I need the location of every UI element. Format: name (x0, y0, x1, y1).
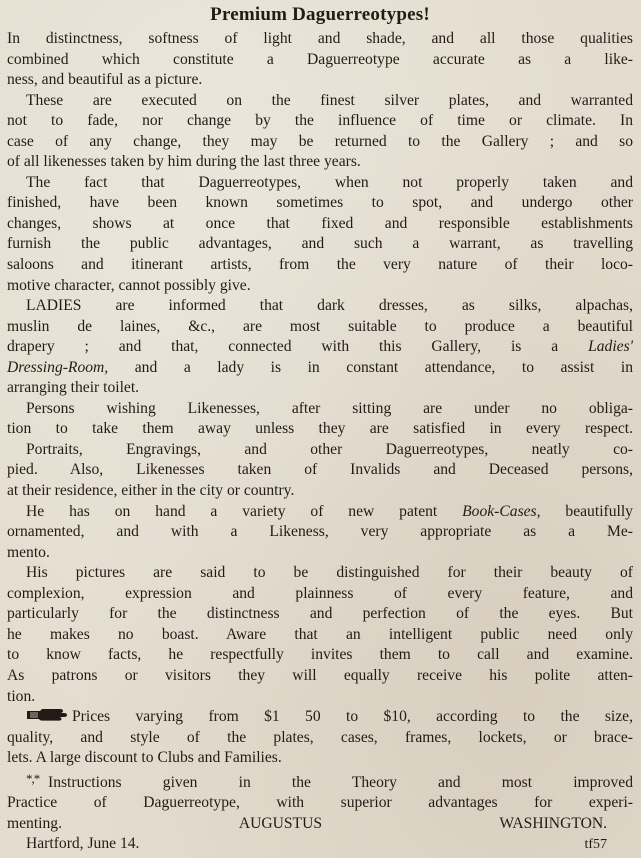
text-line: he makes no boast. Aware that an intelligent public need only (7, 625, 633, 643)
text-line (7, 769, 633, 794)
text-line: Practice of Daguerreotype, with superior advantages for experi- (7, 794, 633, 812)
text-line: finished, have been known sometimes to spot, and undergo other (7, 194, 633, 212)
text-line: particularly for the distinctness and perfection of the eyes. But (7, 605, 633, 623)
text-line: combined which constitute a Daguerreotype accurate as a like- (7, 50, 633, 68)
text-segment: menting. (7, 814, 63, 832)
asterism-mark: *,* (26, 770, 40, 786)
text-line: LADIES are informed that dark dresses, as silks, alpachas, (26, 297, 633, 315)
text-line: muslin de laines, &c., are most suitable to produce a beautiful (7, 317, 633, 335)
italic-text: Ladies' (588, 338, 633, 356)
text-line: case of any change, they may be returned to the Gallery ; and so (7, 132, 633, 150)
text-line (7, 502, 633, 523)
text-segment: beautifully (565, 502, 633, 520)
text-line: tion. (7, 687, 36, 705)
text-line: In distinctness, softness of light and shade, and all those qualities (7, 30, 633, 47)
text-line: pied. Also, Likenesses taken of Invalids and Deceased persons, (7, 461, 633, 479)
text-segment: He has on hand a variety of new patent (26, 502, 438, 520)
text-line: mento. (7, 543, 50, 561)
text-line: saloons and itinerant artists, from the very nature of their loco- (7, 256, 633, 274)
text-line: not to fade, nor change by the influence of time or climate. In (7, 112, 633, 130)
ad-footer (7, 834, 633, 855)
text-line (7, 358, 633, 379)
paragraph-distinctness (7, 29, 633, 91)
text-line: motive character, cannot possibly give. (7, 276, 251, 294)
text-line: As patrons or visitors they will equally receive his polite atten- (7, 666, 633, 684)
paragraph-portraits (7, 440, 633, 502)
text-line (7, 707, 633, 728)
text-segment: Instructions given in the Theory and most improved (48, 773, 633, 791)
text-line: ornamented, and with a Likeness, very appropriate as a Me- (7, 523, 633, 541)
text-line: lets. A large discount to Clubs and Families. (7, 749, 282, 767)
text-segment: and a lady is in constant attendance, to assist in (134, 358, 633, 376)
text-line: These are executed on the finest silver plates, and warranted (26, 91, 633, 109)
paragraph-fact (7, 173, 633, 296)
pointing-hand-icon (26, 708, 68, 722)
paragraph-pictures (7, 563, 633, 707)
text-line (7, 814, 633, 835)
text-line: His pictures are said to be distinguished for their beauty of (26, 564, 633, 582)
text-line (7, 337, 633, 358)
text-line: arranging their toilet. (7, 379, 140, 397)
text-segment: drapery ; and that, connected with this Gallery, is a (7, 338, 559, 356)
text-line: Persons wishing Likenesses, after sitting are under no obliga- (26, 399, 633, 417)
dateline: Hartford, June 14. (26, 835, 140, 853)
text-line: The fact that Daguerreotypes, when not properly taken and (26, 173, 633, 191)
text-line: to know facts, he respectfully invites them to call and examine. (7, 646, 633, 664)
text-line: at their residence, either in the city or country. (7, 482, 295, 500)
paragraph-prices (7, 707, 633, 769)
text-line: complexion, expression and plainness of every feature, and (7, 584, 633, 602)
serial-code: tf57 (584, 837, 607, 853)
paragraph-obligation (7, 399, 633, 440)
paragraph-book-cases (7, 502, 633, 564)
text-line: furnish the public advantages, and such a warrant, as travelling (7, 235, 633, 253)
italic-text: Book-Cases, (462, 502, 541, 520)
text-segment: Prices varying from $1 50 to $10, according to the size, (72, 708, 633, 726)
text-line: changes, shows at once that fixed and responsible establishments (7, 214, 633, 232)
text-line: ness, and beautiful as a picture. (7, 71, 203, 89)
italic-text: Dressing-Room, (7, 358, 109, 376)
paragraph-silver-plates (7, 91, 633, 173)
ad-title: Premium Daguerreotypes! (210, 4, 430, 25)
text-line: Portraits, Engravings, and other Daguerreotypes, neatly co- (26, 440, 633, 458)
text-line: tion to take them away unless they are satisfied in every respect. (7, 420, 633, 438)
text-line: quality, and style of the plates, cases, frames, lockets, or brace- (7, 728, 633, 746)
paragraph-ladies (7, 296, 633, 399)
text-line: of all likenesses taken by him during the last three years. (7, 153, 361, 171)
paragraph-instructions (7, 769, 633, 835)
signature: AUGUSTUS WASHINGTON. (238, 814, 607, 832)
